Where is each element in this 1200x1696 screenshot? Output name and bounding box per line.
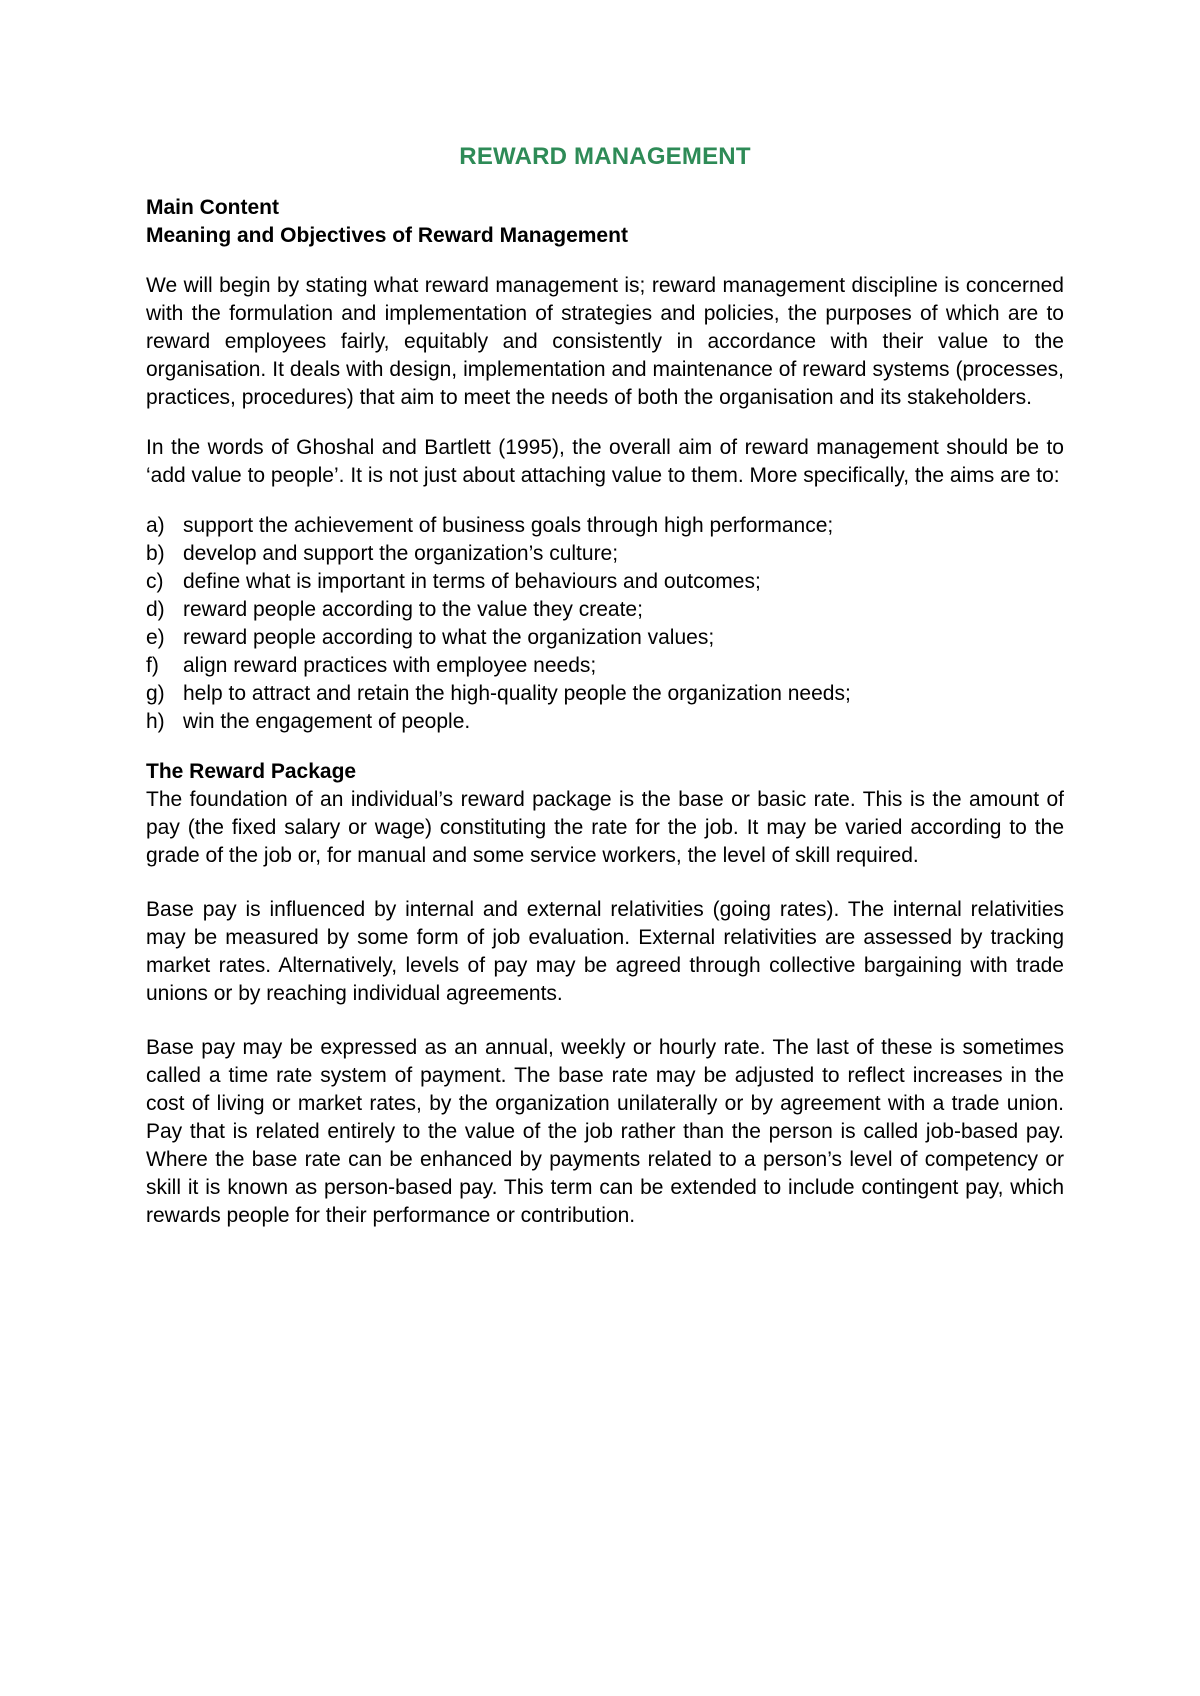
list-item: [146, 680, 1064, 708]
list-marker: e): [146, 626, 165, 649]
list-marker: a): [146, 514, 165, 537]
list-marker: b): [146, 542, 165, 565]
document-body: [146, 142, 1064, 1230]
list-item: [146, 652, 1064, 680]
list-item-text: develop and support the organization’s culture;: [183, 542, 619, 565]
section-heading-reward-package: The Reward Package: [146, 760, 357, 783]
list-item-text: win the engagement of people.: [183, 710, 471, 733]
list-item: [146, 596, 1064, 624]
list-marker: c): [146, 570, 164, 593]
subsection-heading-meaning-objectives: Meaning and Objectives of Reward Management: [146, 224, 628, 247]
document-title: REWARD MANAGEMENT: [459, 143, 751, 170]
list-item-text: align reward practices with employee needs;: [183, 654, 597, 677]
list-marker: f): [146, 654, 159, 677]
section-heading-main-content: Main Content: [146, 196, 279, 219]
list-item: [146, 512, 1064, 540]
list-item: [146, 708, 1064, 736]
intro-paragraph-2: In the words of Ghoshal and Bartlett (1995), the overall aim of reward management should be to ‘add value to people’. It is not just about attaching value to them. More specifically, the aims are to:: [146, 436, 1064, 487]
intro-paragraph-1: We will begin by stating what reward management is; reward management discipline is concerned with the formulation and implementation of strategies and policies, the purposes of which are to reward employees fairly, equitably and consistently in accordance with their value to the organisation. It deals with design, implementation and maintenance of reward systems (processes, practices, procedures) that aim to meet the needs of both the organisation and its stakeholders.: [146, 274, 1064, 409]
list-item: [146, 624, 1064, 652]
list-item-text: reward people according to what the organization values;: [183, 626, 715, 649]
list-item-text: help to attract and retain the high-quality people the organization needs;: [183, 682, 851, 705]
list-marker: h): [146, 710, 165, 733]
package-paragraph-3: Base pay may be expressed as an annual, weekly or hourly rate. The last of these is sometimes called a time rate system of payment. The base rate may be adjusted to reflect increases in the cost of living or market rates, by the organization unilaterally or by agreement with a trade union. Pay that is related entirely to the value of the job rather than the person is called job-based pay. Where the base rate can be enhanced by payments related to a person’s level of competency or skill it is known as person-based pay. This term can be extended to include contingent pay, which rewards people for their performance or contribution.: [146, 1036, 1064, 1227]
list-marker: g): [146, 682, 165, 705]
list-item-text: reward people according to the value they create;: [183, 598, 643, 621]
list-item: [146, 540, 1064, 568]
list-item-text: define what is important in terms of behaviours and outcomes;: [183, 570, 761, 593]
list-item-text: support the achievement of business goals through high performance;: [183, 514, 834, 537]
package-paragraph-1: The foundation of an individual’s reward package is the base or basic rate. This is the amount of pay (the fixed salary or wage) constituting the rate for the job. It may be varied according to the grade of the job or, for manual and some service workers, the level of skill required.: [146, 788, 1064, 867]
list-item: [146, 568, 1064, 596]
aims-list: [146, 512, 1064, 736]
package-paragraph-2: Base pay is influenced by internal and external relativities (going rates). The internal relativities may be measured by some form of job evaluation. External relativities are assessed by tracking market rates. Alternatively, levels of pay may be agreed through collective bargaining with trade unions or by reaching individual agreements.: [146, 898, 1064, 1005]
list-marker: d): [146, 598, 165, 621]
